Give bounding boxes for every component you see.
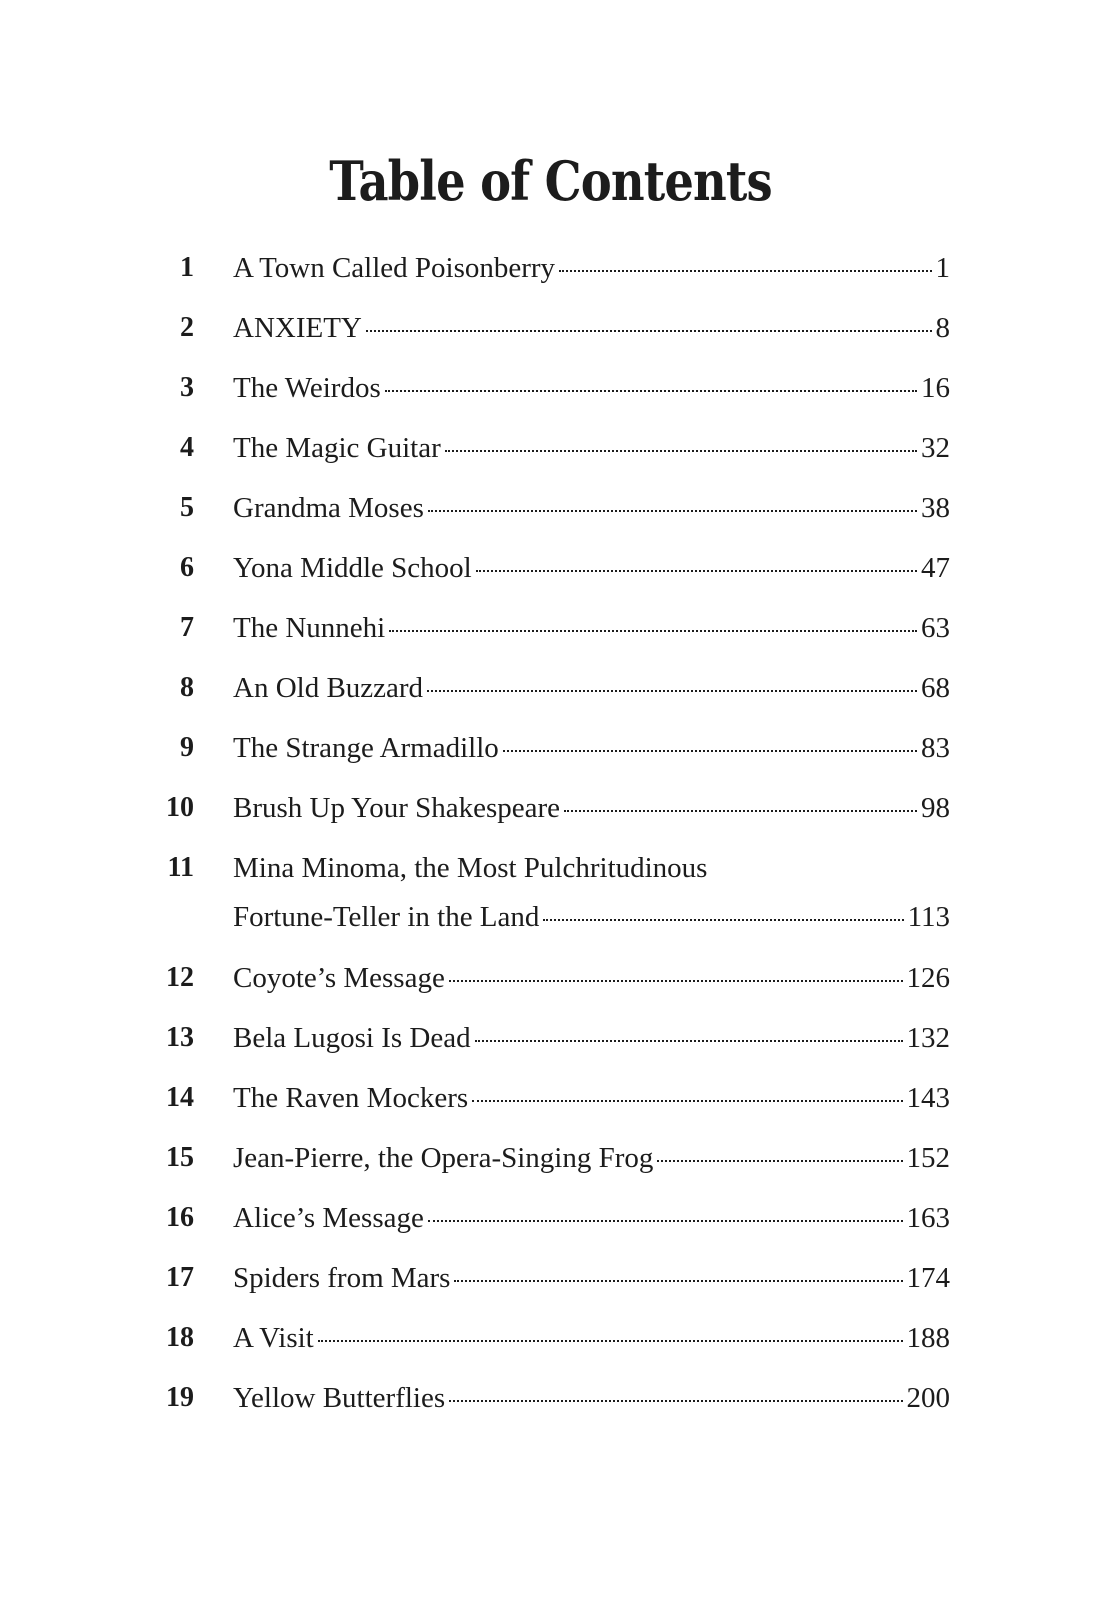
chapter-entry [233, 370, 950, 406]
chapter-number: 3 [180, 372, 194, 403]
toc-entry [150, 430, 950, 490]
chapter-number: 1 [180, 252, 194, 283]
dot-leader [454, 1279, 902, 1282]
leader-line [233, 250, 950, 286]
leader-line [233, 370, 950, 406]
chapter-title: Brush Up Your Shakespeare [233, 792, 561, 824]
chapter-entry [233, 1020, 950, 1056]
leader-line [233, 310, 950, 346]
page-number: 38 [921, 492, 950, 524]
chapter-title: Alice’s Message [233, 1202, 424, 1234]
chapter-title: The Weirdos [233, 372, 381, 404]
dot-leader [428, 509, 917, 512]
chapter-number: 9 [180, 732, 194, 763]
chapter-number: 10 [166, 792, 194, 823]
chapter-title: Fortune-Teller in the Land [233, 901, 540, 933]
chapter-entry [233, 960, 950, 996]
chapter-title: Yona Middle School [233, 552, 472, 584]
chapter-title: The Strange Armadillo [233, 732, 499, 764]
chapter-title: The Magic Guitar [233, 432, 441, 464]
leader-line [233, 670, 950, 706]
toc-entry [150, 490, 950, 550]
toc-entry [150, 790, 950, 850]
dot-leader [389, 629, 917, 632]
page-number: 98 [921, 792, 950, 824]
page-number: 132 [906, 1022, 950, 1054]
dot-leader [318, 1339, 903, 1342]
chapter-title: The Nunnehi [233, 612, 386, 644]
toc-entry [150, 1020, 950, 1080]
chapter-title: Mina Minoma, the Most Pulchritudinous [233, 852, 708, 884]
chapter-number: 18 [166, 1322, 194, 1353]
chapter-number: 16 [166, 1202, 194, 1233]
toc-entry [150, 370, 950, 430]
dot-leader [427, 689, 917, 692]
leader-line [233, 490, 950, 526]
toc-entry [150, 670, 950, 730]
chapter-number: 5 [180, 492, 194, 523]
chapter-number: 8 [180, 672, 194, 703]
leader-line [233, 430, 950, 466]
page-title: Table of Contents [329, 149, 772, 214]
dot-leader [445, 449, 917, 452]
toc-entry [150, 550, 950, 610]
dot-leader [559, 269, 931, 272]
chapter-title: Jean-Pierre, the Opera-Singing Frog [233, 1142, 654, 1174]
toc-entry [150, 250, 950, 310]
chapter-entry [233, 1080, 950, 1116]
page-number: 83 [921, 732, 950, 764]
toc-entry [150, 1320, 950, 1380]
toc-entry [150, 610, 950, 670]
leader-line [233, 790, 950, 826]
page-number: 63 [921, 612, 950, 644]
toc-entry [150, 1380, 950, 1440]
chapter-entry [233, 730, 950, 766]
chapter-number: 14 [166, 1082, 194, 1113]
page-number: 152 [906, 1142, 950, 1174]
toc-entry [150, 730, 950, 790]
leader-line [233, 730, 950, 766]
leader-line [233, 1200, 950, 1236]
chapter-number: 11 [167, 852, 194, 883]
chapter-number: 13 [166, 1022, 194, 1053]
toc-entry [150, 1140, 950, 1200]
chapter-title: Yellow Butterflies [233, 1382, 446, 1414]
chapter-entry [233, 1380, 950, 1416]
toc-entry [150, 1260, 950, 1320]
chapter-number: 19 [166, 1382, 194, 1413]
page-number: 143 [906, 1082, 950, 1114]
page-number: 8 [935, 312, 950, 344]
leader-line [233, 1020, 950, 1056]
page-number: 32 [921, 432, 950, 464]
leader-line [233, 960, 950, 996]
chapter-title: Coyote’s Message [233, 962, 445, 994]
toc-entry [150, 960, 950, 1020]
page-number: 174 [906, 1262, 950, 1294]
chapter-number: 4 [180, 432, 194, 463]
chapter-number: 12 [166, 962, 194, 993]
chapter-entry [233, 610, 950, 646]
leader-line [233, 550, 950, 586]
chapter-number: 6 [180, 552, 194, 583]
dot-leader [472, 1099, 902, 1102]
chapter-entry [233, 670, 950, 706]
chapter-title: Grandma Moses [233, 492, 424, 524]
chapter-title: Bela Lugosi Is Dead [233, 1022, 471, 1054]
leader-line [233, 1140, 950, 1176]
leader-line [233, 610, 950, 646]
toc-entry [150, 1200, 950, 1260]
chapter-title: A Town Called Poisonberry [233, 252, 556, 284]
dot-leader [449, 979, 903, 982]
page-number: 163 [906, 1202, 950, 1234]
chapter-number: 17 [166, 1262, 194, 1293]
chapter-number: 2 [180, 312, 194, 343]
chapter-title: An Old Buzzard [233, 672, 424, 704]
dot-leader [564, 809, 917, 812]
leader-line [233, 899, 950, 935]
leader-line [233, 1260, 950, 1296]
chapter-entry [233, 490, 950, 526]
page-number: 1 [935, 252, 950, 284]
chapter-title: Spiders from Mars [233, 1262, 451, 1294]
chapter-title: The Raven Mockers [233, 1082, 469, 1114]
page-number: 68 [921, 672, 950, 704]
dot-leader [449, 1399, 902, 1402]
chapter-entry [233, 1140, 950, 1176]
leader-line [233, 1320, 950, 1356]
leader-line [233, 1080, 950, 1116]
page-number: 188 [906, 1322, 950, 1354]
chapter-entry [233, 850, 950, 935]
dot-leader [428, 1219, 903, 1222]
dot-leader [543, 918, 903, 921]
chapter-title: A Visit [233, 1322, 314, 1354]
chapter-number: 7 [180, 612, 194, 643]
chapter-entry [233, 550, 950, 586]
toc-entry [150, 850, 950, 960]
chapter-entry [233, 250, 950, 286]
page-number: 200 [906, 1382, 950, 1414]
dot-leader [503, 749, 917, 752]
dot-leader [475, 1039, 903, 1042]
page-number: 47 [921, 552, 950, 584]
toc-entry [150, 310, 950, 370]
chapter-entry [233, 790, 950, 826]
chapter-entry [233, 1200, 950, 1236]
dot-leader [385, 389, 917, 392]
chapter-number: 15 [166, 1142, 194, 1173]
page-number: 126 [906, 962, 950, 994]
dot-leader [366, 329, 932, 332]
dot-leader [657, 1159, 902, 1162]
chapter-title: ANXIETY [233, 312, 362, 344]
toc-entry [150, 1080, 950, 1140]
dot-leader [476, 569, 917, 572]
page-number: 16 [921, 372, 950, 404]
leader-line [233, 1380, 950, 1416]
chapter-entry [233, 1320, 950, 1356]
chapter-entry [233, 1260, 950, 1296]
chapter-entry [233, 310, 950, 346]
page-number: 113 [907, 901, 950, 933]
toc-list [150, 250, 950, 1440]
chapter-entry [233, 430, 950, 466]
